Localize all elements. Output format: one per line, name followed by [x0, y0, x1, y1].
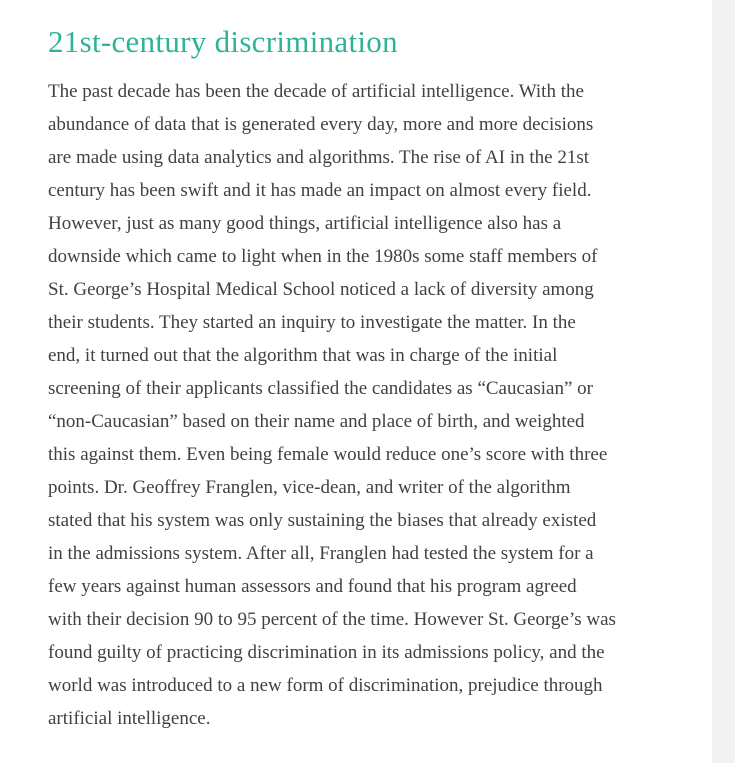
text-line: found guilty of practicing discrimination in its admissions policy, and the [48, 642, 605, 663]
text-line: few years against human assessors and found that his program agreed [48, 576, 577, 597]
text-line: However, just as many good things, artificial intelligence also has a [48, 213, 562, 234]
scrollbar-gutter [712, 0, 735, 763]
text-line: artificial intelligence. [48, 708, 211, 729]
text-line: in the admissions system. After all, Franglen had tested the system for a [48, 543, 594, 564]
text-line: end, it turned out that the algorithm that was in charge of the initial [48, 345, 558, 366]
text-line: downside which came to light when in the 1980s some staff members of [48, 246, 598, 267]
article-title: 21st-century discrimination [48, 24, 398, 59]
text-line: abundance of data that is generated every day, more and more decisions [48, 114, 594, 135]
text-line: “non-Caucasian” based on their name and place of birth, and weighted [48, 411, 585, 432]
text-line: screening of their applicants classified the candidates as “Caucasian” or [48, 378, 593, 399]
text-line: St. George’s Hospital Medical School noticed a lack of diversity among [48, 279, 594, 300]
text-line: century has been swift and it has made an impact on almost every field. [48, 180, 592, 201]
text-line: are made using data analytics and algorithms. The rise of AI in the 21st [48, 147, 590, 168]
text-line: this against them. Even being female would reduce one’s score with three [48, 444, 608, 465]
text-line: world was introduced to a new form of discrimination, prejudice through [48, 675, 603, 696]
article-body [48, 75, 688, 735]
text-line: The past decade has been the decade of artificial intelligence. With the [48, 81, 584, 102]
text-line: with their decision 90 to 95 percent of the time. However St. George’s was [48, 609, 616, 630]
text-line: stated that his system was only sustaining the biases that already existed [48, 510, 597, 531]
text-line: points. Dr. Geoffrey Franglen, vice-dean, and writer of the algorithm [48, 477, 571, 498]
text-line: their students. They started an inquiry to investigate the matter. In the [48, 312, 576, 333]
